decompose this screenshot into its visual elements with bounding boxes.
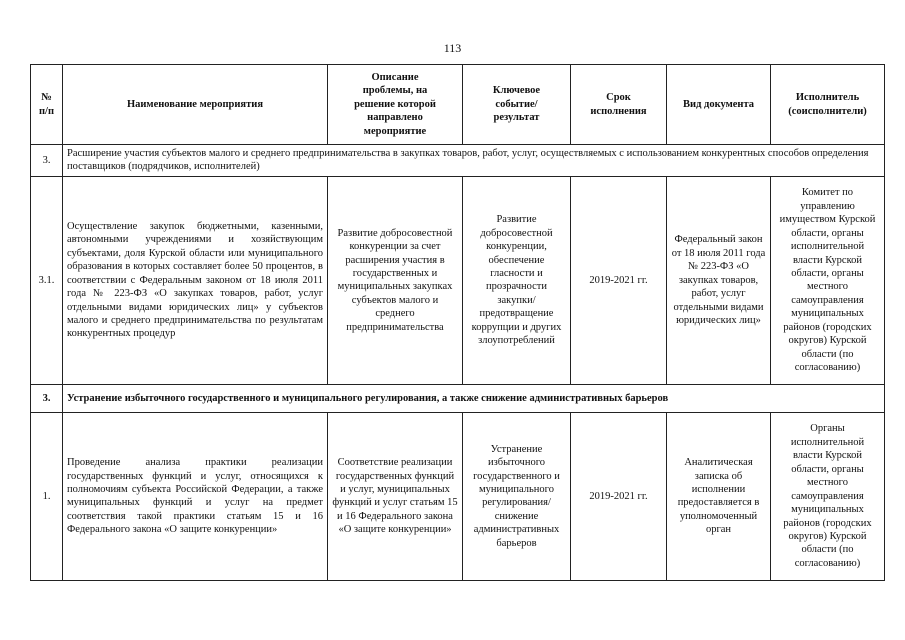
header-problem: Описание проблемы, на решение которой направлено мероприятие — [328, 65, 463, 145]
table-row — [31, 412, 885, 580]
row-num: 1. — [31, 412, 63, 580]
header-doc-type: Вид документа — [667, 65, 771, 145]
row-event: Устранение избыточного государственного и муниципального регулирования/снижение административных барьеров — [463, 412, 571, 580]
row-event: Развитие добросовестной конкуренции, обеспечение гласности и прозрачности закупки/предотвращение коррупции и других злоупотреблений — [463, 176, 571, 384]
section-num: 3. — [31, 384, 63, 412]
section-num: 3. — [31, 145, 63, 177]
header-term: Срок исполнения — [571, 65, 667, 145]
header-executor: Исполнитель (соисполнители) — [771, 65, 885, 145]
header-event: Ключевое событие/ результат — [463, 65, 571, 145]
row-executor: Комитет по управлению имуществом Курской области, органы исполнительной власти Курской области, органы местного самоуправления муниципальных районов (городских округов) Курской области (по согласованию) — [771, 176, 885, 384]
header-row — [31, 65, 885, 145]
table-row — [31, 176, 885, 384]
section-title: Устранение избыточного государственного и муниципального регулирования, а также снижение административных барьеров — [63, 384, 885, 412]
header-name: Наименование мероприятия — [63, 65, 328, 145]
row-num: 3.1. — [31, 176, 63, 384]
row-executor: Органы исполнительной власти Курской области, органы местного самоуправления муниципальных районов (городских округов) Курской области (по согласованию) — [771, 412, 885, 580]
row-term: 2019-2021 гг. — [571, 176, 667, 384]
row-problem: Соответствие реализации государственных функций и услуг, муниципальных функций и услуг статьям 15 и 16 Федерального закона «О защите конкуренции» — [328, 412, 463, 580]
header-num: № п/п — [31, 65, 63, 145]
row-doc-type: Аналитическая записка об исполнении предоставляется в уполномоченный орган — [667, 412, 771, 580]
measures-table — [30, 64, 885, 581]
section-title: Расширение участия субъектов малого и среднего предпринимательства в закупках товаров, работ, услуг, осуществляемых с использованием конкурентных способов определения поставщиков (подрядчиков, исполнителей) — [63, 145, 885, 177]
row-name: Проведение анализа практики реализации государственных функций и услуг, относящихся к полномочиям субъекта Российской Федерации, а также муниципальных функций и услуг на предмет соответствия такой практики статьям 15 и 16 Федерального закона «О защите конкуренции» — [63, 412, 328, 580]
row-doc-type: Федеральный закон от 18 июля 2011 года № 223-ФЗ «О закупках товаров, работ, услуг отдельными видами юридических лиц» — [667, 176, 771, 384]
section-row — [31, 384, 885, 412]
section-row — [31, 145, 885, 177]
row-name: Осуществление закупок бюджетными, казенными, автономными учреждениями и хозяйствующим субъектами, доля Курской области или муниципального образования в которых составляет более 50 процентов, в соответствии с Федеральным законом от 18 июля 2011 года № 223-ФЗ «О закупках товаров, работ, услуг отдельными видами юридических лиц» у субъектов малого и среднего предпринимательства по результатам конкурентных процедур — [63, 176, 328, 384]
row-term: 2019-2021 гг. — [571, 412, 667, 580]
row-problem: Развитие добросовестной конкуренции за счет расширения участия в государственных и муниципальных закупках субъектов малого и среднего предпринимательства — [328, 176, 463, 384]
page-number: 113 — [443, 41, 462, 55]
